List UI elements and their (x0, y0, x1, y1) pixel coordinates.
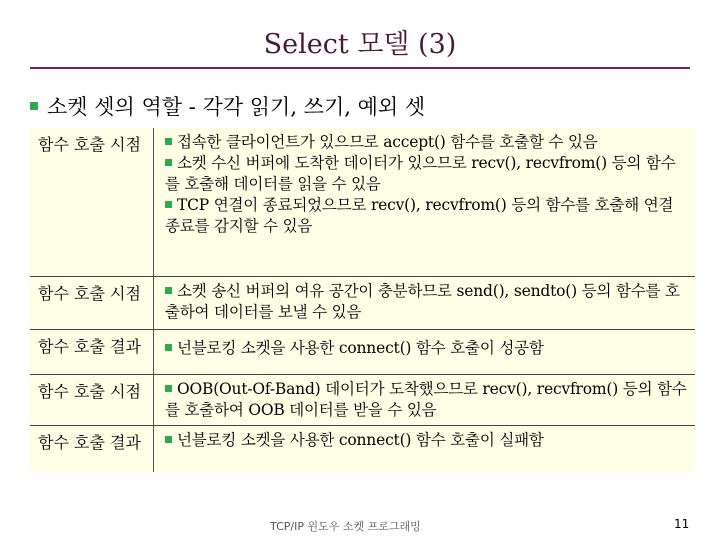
bullet-square-icon (165, 287, 172, 294)
list-item (165, 195, 689, 237)
socket-set-table (30, 128, 695, 472)
row-label: 함수 호출 결과 (30, 426, 154, 472)
row-content (155, 330, 695, 374)
item-text: 소켓 송신 버퍼의 여유 공간이 충분하므로 send(), sendto() 등의 함수를 호출하여 데이터를 보낼 수 있음 (165, 282, 680, 321)
slide-title: Select 모델 (3) (263, 29, 457, 60)
item-text: 소켓 수신 버퍼에 도착한 데이터가 있으므로 recv(), recvfrom() 등의 함수를 호출해 데이터를 읽을 수 있음 (165, 154, 676, 193)
slide-footer: TCP/IP 윈도우 소켓 프로그래밍 (270, 520, 421, 533)
item-text: OOB(Out-Of-Band) 데이터가 도착했으므로 recv(), recvfrom() 등의 함수를 호출하여 OOB 데이터를 받을 수 있음 (165, 380, 687, 419)
bullet-square-icon (165, 138, 172, 145)
bullet-square-icon (165, 436, 172, 443)
list-item (165, 153, 689, 195)
bullet-square-icon (30, 102, 38, 110)
bullet-square-icon (165, 159, 172, 166)
row-content (155, 426, 695, 472)
subtitle-text: 소켓 셋의 역할 - 각각 읽기, 쓰기, 예외 셋 (47, 95, 426, 119)
page-number: 11 (674, 517, 690, 531)
bullet-square-icon (165, 201, 172, 208)
list-item (165, 281, 689, 323)
row-content (155, 277, 695, 329)
row-content (155, 375, 695, 425)
slide-subtitle (30, 91, 425, 121)
list-item (165, 132, 689, 153)
row-label: 함수 호출 시점 (30, 277, 154, 329)
list-item (165, 338, 689, 359)
bullet-square-icon (165, 385, 172, 392)
item-text: 넌블로킹 소켓을 사용한 connect() 함수 호출이 성공함 (177, 339, 544, 357)
list-item (165, 430, 689, 451)
row-content (155, 128, 695, 276)
item-text: 접속한 클라이언트가 있으므로 accept() 함수를 호출할 수 있음 (177, 133, 598, 151)
item-text: TCP 연결이 종료되었으므로 recv(), recvfrom() 등의 함수를 호출해 연결 종료를 감지할 수 있음 (165, 196, 674, 235)
item-text: 넌블로킹 소켓을 사용한 connect() 함수 호출이 실패함 (177, 431, 544, 449)
row-label: 함수 호출 시점 (30, 128, 154, 276)
title-divider (30, 67, 690, 69)
bullet-square-icon (165, 344, 172, 351)
list-item (165, 379, 689, 421)
row-label: 함수 호출 결과 (30, 330, 154, 374)
row-label: 함수 호출 시점 (30, 375, 154, 425)
